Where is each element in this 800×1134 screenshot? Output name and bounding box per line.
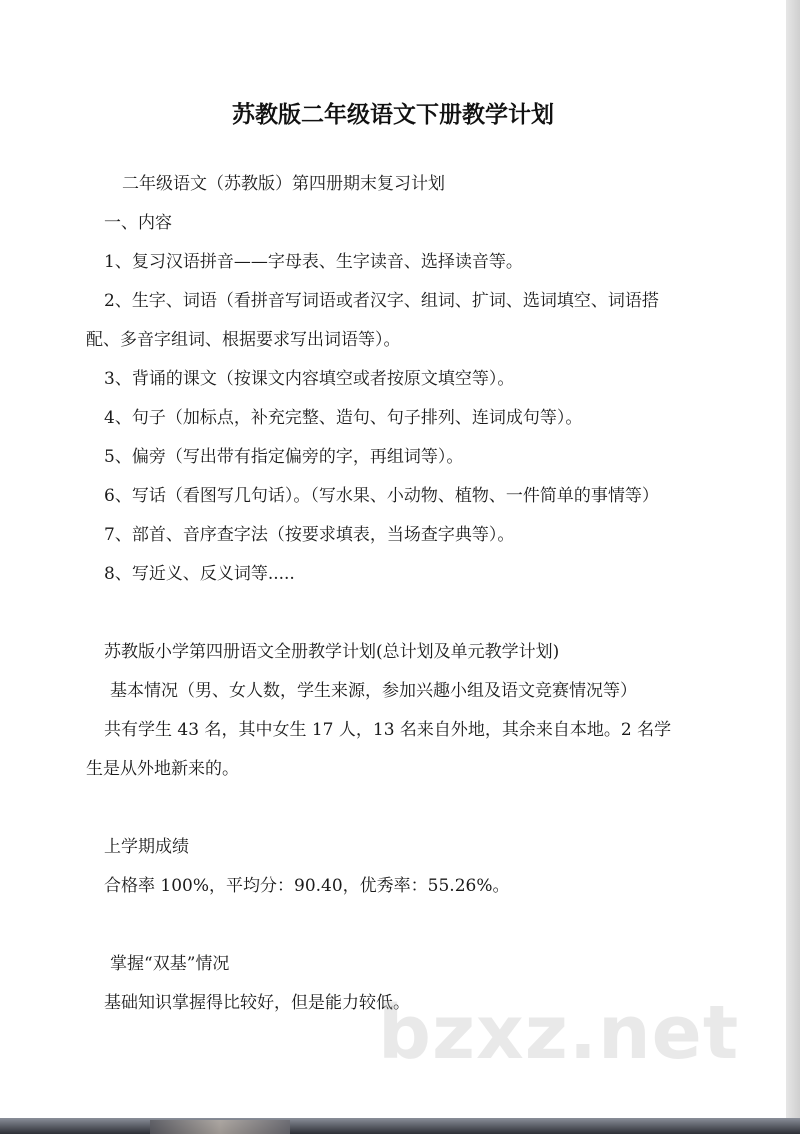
plan-heading: 苏教版小学第四册语文全册教学计划(总计划及单元教学计划) — [104, 642, 560, 662]
page-right-edge — [786, 0, 800, 1134]
last-term-results-stats: 合格率 100%，平均分：90.40，优秀率：55.26%。 — [104, 876, 510, 896]
student-count-paragraph-continued: 生是从外地新来的。 — [86, 759, 239, 779]
subtitle-review-plan: 二年级语文（苏教版）第四册期末复习计划 — [122, 174, 445, 194]
list-item-8: 8、写近义、反义词等..... — [104, 564, 295, 584]
list-item-6: 6、写话（看图写几句话）。（写水果、小动物、植物、一件简单的事情等） — [104, 486, 659, 506]
last-term-results-heading: 上学期成绩 — [104, 837, 189, 857]
list-item-5: 5、偏旁（写出带有指定偏旁的字，再组词等）。 — [104, 447, 464, 467]
list-item-2-continued: 配、多音字组词、根据要求写出词语等）。 — [86, 330, 401, 350]
list-item-4: 4、句子（加标点，补充完整、造句、句子排列、连词成句等）。 — [104, 408, 583, 428]
student-count-paragraph: 共有学生 43 名，其中女生 17 人，13 名来自外地，其余来自本地。2 名学 — [104, 720, 672, 740]
list-item-1: 1、复习汉语拼音——字母表、生字读音、选择读音等。 — [104, 252, 523, 272]
list-item-2: 2、生字、词语（看拼音写词语或者汉字、组词、扩词、选词填空、词语搭 — [104, 291, 659, 311]
list-item-3: 3、背诵的课文（按课文内容填空或者按原文填空等）。 — [104, 369, 515, 389]
watermark: bzxz.net — [378, 990, 740, 1076]
basic-situation-heading: 基本情况（男、女人数，学生来源，参加兴趣小组及语文竞赛情况等） — [110, 681, 637, 701]
list-item-7: 7、部首、音序查字法（按要求填表，当场查字典等）。 — [104, 525, 515, 545]
dual-basics-paragraph: 基础知识掌握得比较好，但是能力较低。 — [104, 993, 410, 1013]
bottom-image-strip — [150, 1120, 290, 1134]
document-title: 苏教版二年级语文下册教学计划 — [232, 102, 554, 128]
section-heading-content: 一、内容 — [104, 213, 172, 233]
page-bottom-edge — [0, 1118, 800, 1134]
dual-basics-heading: 掌握“双基”情况 — [110, 954, 230, 974]
